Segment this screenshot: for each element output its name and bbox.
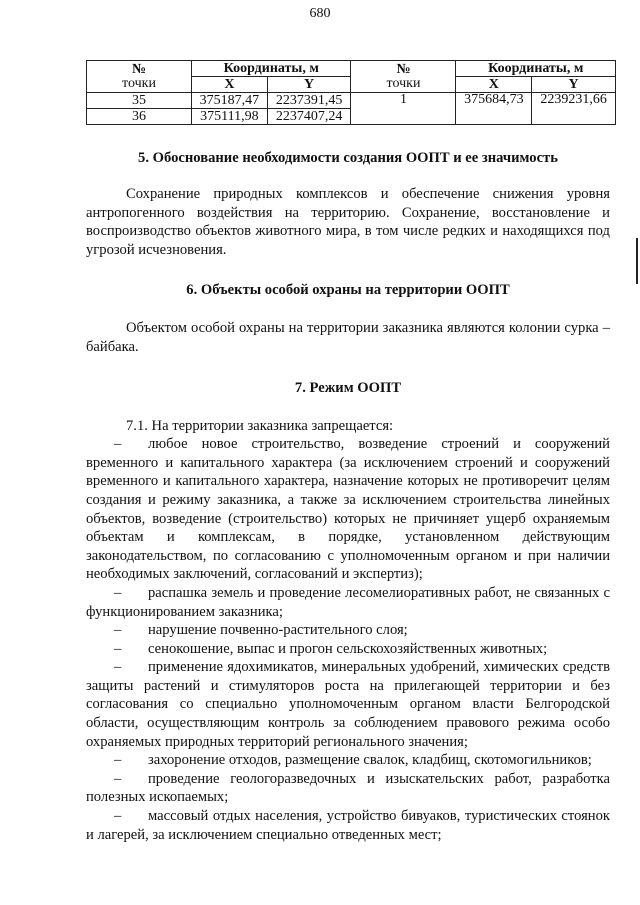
section7-intro: 7.1. На территории заказника запрещается: <box>126 417 394 434</box>
cell-point: 35 <box>87 93 192 109</box>
cell-point-right: 1 <box>351 93 456 125</box>
list-item <box>86 807 610 844</box>
section7-title: 7. Режим ООПТ <box>294 379 402 396</box>
header-point-number-right <box>351 61 456 93</box>
document-body <box>86 145 610 844</box>
list-item <box>86 770 610 807</box>
coordinates-table <box>86 60 616 125</box>
cell-x: 375187,47 <box>192 93 268 109</box>
header-coords-left: Координаты, м <box>192 61 351 77</box>
section5-text: Сохранение природных комплексов и обеспечение снижения уровня антропогенного воздействия на территорию. Сохранение, восстановление и воспроизводство объектов животного мира, в том числе редких и находящихся под угрозой исчезновения. <box>86 186 610 258</box>
list-item-text: любое новое строительство, возведение строений и сооружений временного и капитального характера (за исключением строений и сооружений временного и капитального характера, назначение которых не противоречит целям создания и режиму заказника, а также за исключением строительства линейных объектов, возведение (строительство) которых не причиняет ущерб охраняемым объектам и комплексам, в порядке, установленном действующим законодательством, по согласованию с уполномоченным органом и при наличии необходимых заключений, согласований и экспертиз); <box>86 436 610 583</box>
list-item-text: нарушение почвенно-растительного слоя; <box>148 622 408 639</box>
table-header-row <box>87 61 616 77</box>
list-item-text: сенокошение, выпас и прогон сельскохозяйственных животных; <box>148 640 548 657</box>
scan-edge-mark <box>636 238 638 284</box>
header-x-left: X <box>192 77 268 93</box>
cell-x: 375111,98 <box>192 109 268 125</box>
cell-y-right: 2239231,66 <box>532 93 616 125</box>
page-number: 680 <box>309 6 331 21</box>
cell-y: 2237391,45 <box>267 93 351 109</box>
header-y-right: Y <box>532 77 616 93</box>
header-x-right: X <box>456 77 532 93</box>
list-item-text: захоронение отходов, размещение свалок, кладбищ, скотомогильников; <box>148 752 592 769</box>
list-item-text: распашка земель и проведение лесомелиоративных работ, не связанных с функционированием заказника; <box>86 584 610 620</box>
header-num-word-right: точки <box>386 75 421 91</box>
header-num-word: точки <box>122 75 156 91</box>
header-num-symbol: № <box>131 61 147 77</box>
section6-title: 6. Объекты особой охраны на территории ООПТ <box>186 282 510 299</box>
section6-text: Объектом особой охраны на территории заказника являются колонии сурка – байбака. <box>86 320 610 355</box>
list-item <box>86 435 610 584</box>
header-coords-right: Координаты, м <box>456 61 616 77</box>
list-item-text: проведение геологоразведочных и изыскательских работ, разработка полезных ископаемых; <box>86 770 610 806</box>
list-item <box>86 751 610 770</box>
header-y-left: Y <box>267 77 351 93</box>
list-dash: – <box>114 808 122 825</box>
list-dash: – <box>114 752 122 769</box>
cell-x-right: 375684,73 <box>456 93 532 125</box>
list-item <box>86 640 610 659</box>
list-dash: – <box>114 436 122 453</box>
list-dash: – <box>114 584 122 601</box>
list-dash: – <box>114 622 122 639</box>
list-item-text: применение ядохимикатов, минеральных удобрений, химических средств защиты растений и стимуляторов роста на прилегающей территории и без согласования со специально уполномоченным органом власти Белгородской области, осуществляющим контроль за соблюдением правового режима особо охраняемых природных территорий регионального значения; <box>86 659 610 750</box>
cell-point: 36 <box>87 109 192 125</box>
table-row <box>87 93 616 109</box>
header-point-number <box>87 61 192 93</box>
list-item <box>86 584 610 621</box>
header-num-symbol-right: № <box>396 61 411 77</box>
list-dash: – <box>114 659 122 676</box>
section5-title: 5. Обоснование необходимости создания ООПТ и ее значимость <box>138 150 558 166</box>
list-dash: – <box>114 770 122 787</box>
list-dash: – <box>114 640 122 657</box>
cell-y: 2237407,24 <box>267 109 351 125</box>
list-item <box>86 621 610 640</box>
list-item-text: массовый отдых населения, устройство бивуаков, туристических стоянок и лагерей, за исключением специально отведенных мест; <box>86 808 610 843</box>
list-item <box>86 658 610 751</box>
